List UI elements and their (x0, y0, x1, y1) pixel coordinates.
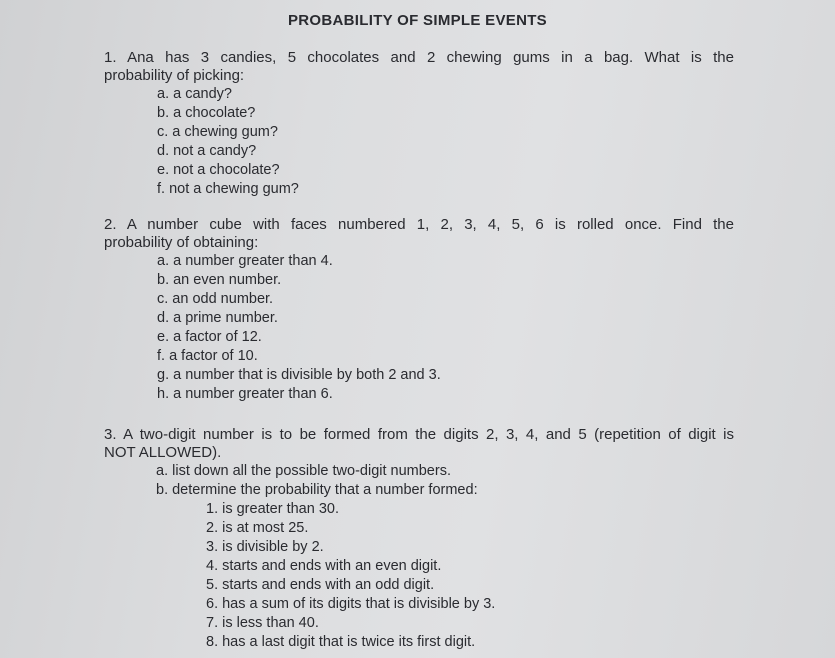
list-item: 3. is divisible by 2. (206, 539, 324, 555)
list-item: c. an odd number. (157, 291, 274, 307)
question-2-items (157, 252, 734, 404)
question-2 (104, 216, 734, 404)
question-2-line-2: probability of obtaining: (104, 234, 259, 251)
list-item: e. a factor of 12. (157, 329, 262, 345)
list-item: e. not a chocolate? (157, 162, 280, 178)
question-3-line-2: NOT ALLOWED). (104, 444, 222, 461)
question-3-subparts (156, 462, 734, 652)
list-item: f. a factor of 10. (157, 348, 258, 364)
list-item: 6. has a sum of its digits that is divisible by 3. (206, 596, 496, 612)
list-item: 2. is at most 25. (206, 520, 309, 536)
list-item: f. not a chewing gum? (157, 181, 299, 197)
list-item: b. a chocolate? (157, 105, 256, 121)
list-item: 5. starts and ends with an odd digit. (206, 577, 435, 593)
list-item: 1. is greater than 30. (206, 501, 339, 517)
list-item: h. a number greater than 6. (157, 386, 333, 402)
question-3 (104, 426, 734, 652)
question-3-line-1: 3. A two-digit number is to be formed from the digits 2, 3, 4, and 5 (repetition of digit is (104, 426, 734, 443)
list-item: a. a candy? (157, 86, 232, 102)
question-1-items (157, 85, 734, 199)
question-3-items (206, 500, 734, 652)
list-item: a. a number greater than 4. (157, 253, 333, 269)
list-item: 4. starts and ends with an even digit. (206, 558, 442, 574)
question-1-line-1: 1. Ana has 3 candies, 5 chocolates and 2 chewing gums in a bag. What is the (104, 49, 734, 66)
question-2-line-1: 2. A number cube with faces numbered 1, 2, 3, 4, 5, 6 is rolled once. Find the (104, 216, 734, 233)
page-title: PROBABILITY OF SIMPLE EVENTS (288, 12, 547, 29)
list-item: d. not a candy? (157, 143, 257, 159)
question-1 (104, 49, 734, 199)
list-item: b. an even number. (157, 272, 282, 288)
question-3-part-a: a. list down all the possible two-digit numbers. (156, 463, 451, 479)
list-item: 7. is less than 40. (206, 615, 319, 631)
list-item: 8. has a last digit that is twice its first digit. (206, 634, 476, 650)
list-item: g. a number that is divisible by both 2 and 3. (157, 367, 441, 383)
question-3-part-b: b. determine the probability that a number formed: (156, 482, 478, 498)
question-1-line-2: probability of picking: (104, 67, 245, 84)
list-item: d. a prime number. (157, 310, 278, 326)
list-item: c. a chewing gum? (157, 124, 278, 140)
